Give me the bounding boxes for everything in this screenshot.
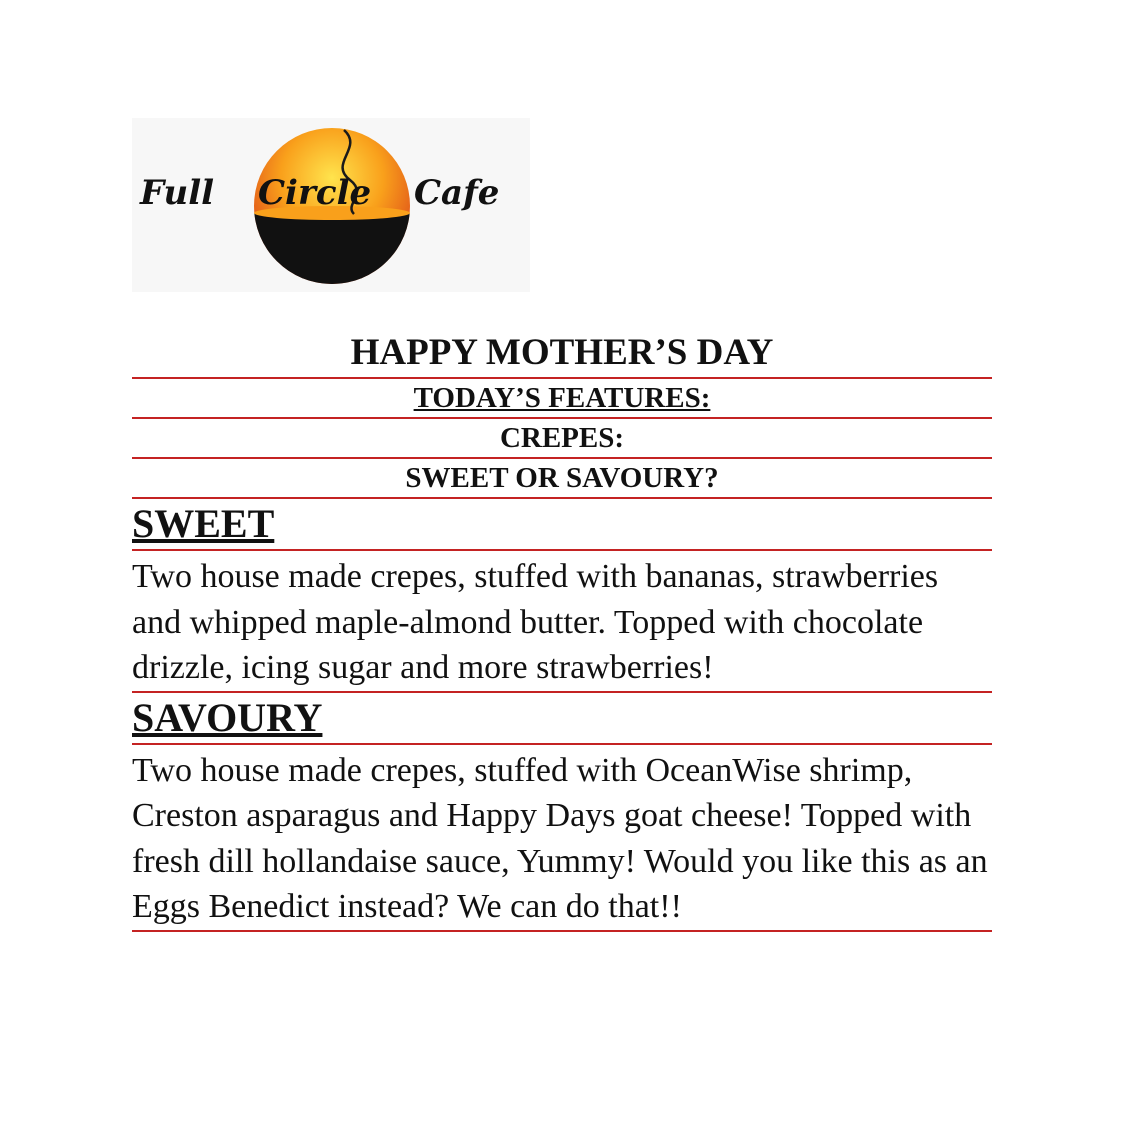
sweet-heading: SWEET [132,499,992,551]
crepes-heading: CREPES: [132,419,992,459]
cafe-logo [132,118,530,292]
features-heading: TODAY’S FEATURES: [132,379,992,419]
sweet-or-savoury-question: SWEET OR SAVOURY? [132,459,992,499]
menu-document [132,328,992,932]
logo-word-full: Full [140,173,215,213]
savoury-heading: SAVOURY [132,693,992,745]
logo-graphic [132,118,530,292]
sweet-description: Two house made crepes, stuffed with bananas, strawberries and whipped maple-almond butter. Topped with chocolate drizzle, icing sugar and more strawberries! [132,551,992,693]
logo-word-cafe: Cafe [414,173,500,213]
savoury-description: Two house made crepes, stuffed with OceanWise shrimp, Creston asparagus and Happy Days goat cheese! Topped with fresh dill hollandaise sauce, Yummy! Would you like this as an Eggs Benedict instead? We can do that!! [132,745,992,932]
logo-word-circle: Circle [258,173,372,213]
page-title: HAPPY MOTHER’S DAY [132,328,992,379]
